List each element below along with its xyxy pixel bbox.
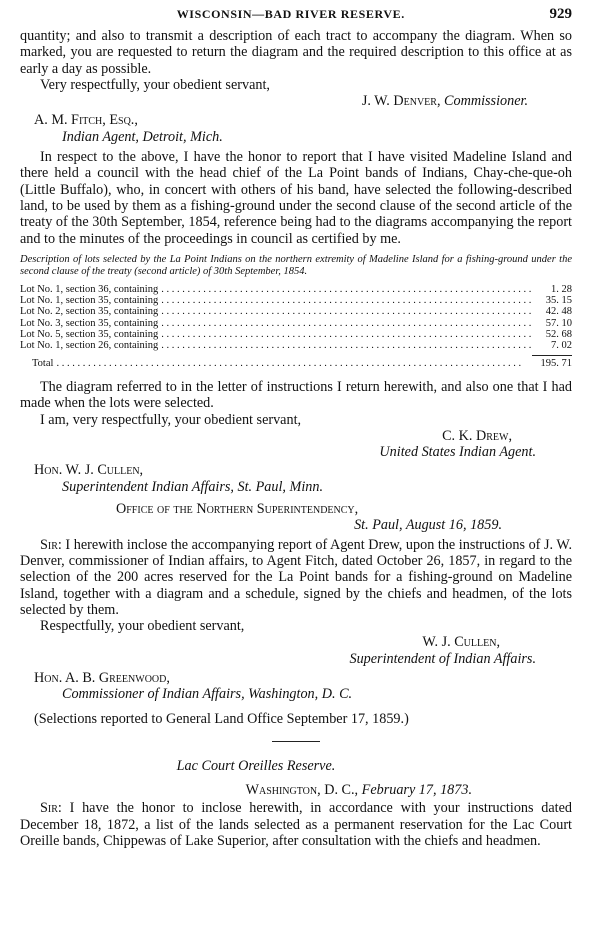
lot-acreage: 52. 68 [545,329,572,341]
section2-place: Washington, D. C., [245,782,359,799]
lot-acreage: 7. 02 [551,340,572,352]
leader-dots [161,306,531,317]
letter3-paragraph [20,537,572,618]
letter2-signer-title: United States Indian Agent. [379,444,536,461]
letter1-closing: Very respectfully, your obedient servant, [40,76,270,93]
total-row [20,358,572,369]
sum-rule [532,355,572,356]
page-number: 929 [549,6,572,22]
table-row [20,284,572,295]
page-header [20,6,572,28]
letter1-body: quantity; and also to transmit a description of each tract to accompany the diagram. When so marked, you are requested to return the diagram and the required description to this office at as early a day as possible. [20,28,572,77]
lot-description: Lot No. 1, section 36, containing [20,283,159,295]
lot-description: Lot No. 1, section 35, containing [20,295,159,307]
letter1-signer-title: Commissioner. [444,93,528,110]
leader-dots [161,284,531,295]
section2-body: I have the honor to inclose herewith, in accordance with your instructions dated December 18, 1872, a list of the lands selected as a permanent reservation for the Lac Court Oreille bands, Chippewas of Lake Superior, after consultation with the chiefs and headmen. [20,800,573,850]
lot-acreage: 42. 48 [545,306,572,318]
section-title: Lac Court Oreilles Reserve. [176,757,336,774]
lot-acreage: 35. 15 [545,295,572,307]
lot-description: Lot No. 1, section 26, containing [20,340,159,352]
leader-dots [161,295,531,306]
report-body: In respect to the above, I have the honor to report that I have visited Madeline Island and there held a council with the head chief of the La Point bands of Indians, Chay-che-que-oh (Little Buffalo), who, in concert with others of his band, have selected the following-described land, to be used by them as a fishing-ground under the second clause of the second article of the treaty of the 30th September, 1854, reference being had to the diagrams accompanying the report and to the minutes of the proceedings in council as certified by me. [20,149,572,247]
table-row [20,340,572,351]
table-row [20,306,572,317]
letter3-office: Office of the Northern Superintendency, [116,501,359,518]
letter3-signer-title: Superintendent of Indian Affairs. [349,650,536,667]
letter1-addressee-place: Indian Agent, Detroit, Mich. [62,128,223,145]
section2-date: February 17, 1873. [361,782,472,799]
letter3-note: (Selections reported to General Land Office September 17, 1859.) [34,710,409,727]
leader-dots [56,358,531,369]
letter2-body: The diagram referred to in the letter of instructions I return herewith, and also one that I had made when the lots were selected. [20,378,572,412]
letter3-addressee-name: Hon. A. B. Greenwood, [34,669,170,686]
letter3-addressee-place: Commissioner of Indian Affairs, Washington, D. C. [62,686,353,703]
letter3-salutation: Sir: [40,536,62,553]
letter1-addressee-name: A. M. Fitch, Esq., [34,112,138,129]
lot-description: Lot No. 2, section 35, containing [20,306,159,318]
letter3-signer-name: W. J. Cullen, [422,634,500,651]
lot-acreage: 1. 28 [551,283,572,295]
section-divider [272,741,320,742]
lot-description: Lot No. 3, section 35, containing [20,317,159,329]
letter2-addressee-name: Hon. W. J. Cullen, [34,462,144,479]
leader-dots [161,318,531,329]
lot-acreage: 57. 10 [545,317,572,329]
table-caption: Description of lots selected by the La Point Indians on the northern extremity of Madeline Island for a fishing-ground under the second clause of the treaty (second article) of 30th September, 1854. [20,253,572,277]
letter3-body: I herewith inclose the accompanying report of Agent Drew, upon the instructions of J. W. Denver, commissioner of Indian affairs, to Agent Fitch, dated October 26, 1857, in regard to the selection of the 200 acres reserved for the La Point bands for a fishing-ground on Madeline Island, together with a diagram and a schedule, signed by the chiefs and headmen, of the lots selected by them. [20,536,572,618]
table-row [20,295,572,306]
letter2-addressee-place: Superintendent Indian Affairs, St. Paul, Minn. [62,478,324,495]
letter2-signer-name: C. K. Drew, [442,427,512,444]
total-value: 195. 71 [540,357,572,369]
letter2-closing: I am, very respectfully, your obedient servant, [40,411,302,428]
letter1-signer-name: J. W. Denver [361,93,437,110]
lots-table [20,284,572,369]
letter3-place-date: St. Paul, August 16, 1859. [354,517,502,534]
leader-dots [161,329,531,340]
lot-description: Lot No. 5, section 35, containing [20,329,159,341]
running-head: WISCONSIN—BAD RIVER RESERVE. [176,7,405,21]
table-row [20,329,572,340]
total-label: Total [32,357,54,369]
letter3-closing: Respectfully, your obedient servant, [40,618,245,635]
leader-dots [161,340,531,351]
section2-salutation: Sir: [40,800,62,817]
section2-paragraph [20,800,572,849]
table-row [20,318,572,329]
section2-dateline [20,782,572,798]
letter1-signature: J. W. Denver, Commissioner. [361,93,528,110]
